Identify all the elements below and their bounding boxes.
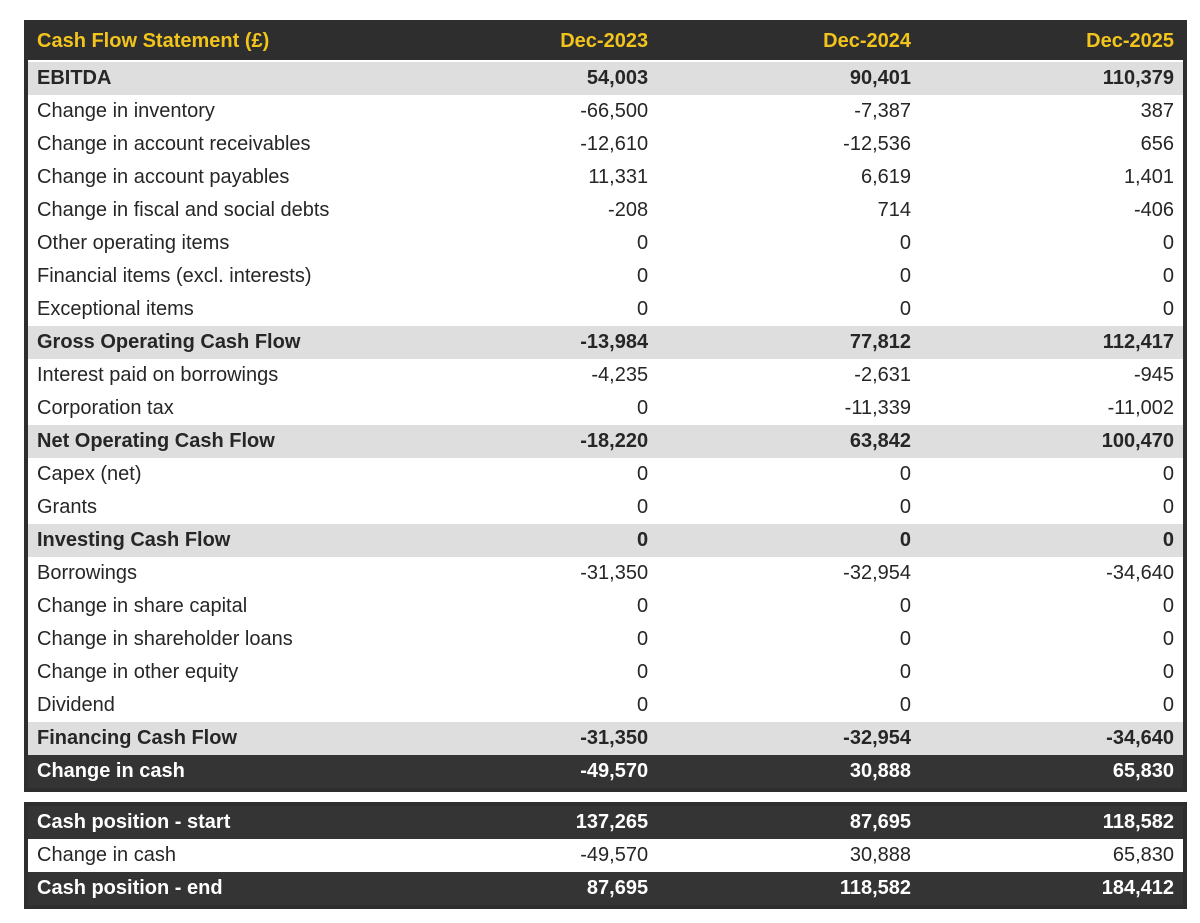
cell-dec-2024: 30,888 — [657, 755, 920, 788]
table-row — [28, 260, 1183, 293]
cell-dec-2024: 118,582 — [657, 872, 920, 905]
column-header-dec-2025: Dec-2025 — [920, 24, 1183, 61]
cell-dec-2023: 87,695 — [394, 872, 657, 905]
cell-dec-2023: -31,350 — [394, 722, 657, 755]
table-row — [28, 61, 1183, 95]
cell-dec-2023: 0 — [394, 293, 657, 326]
cell-dec-2024: 90,401 — [657, 61, 920, 95]
row-label: Cash position - end — [28, 872, 394, 905]
cell-dec-2025: 118,582 — [920, 806, 1183, 839]
cell-dec-2023: 0 — [394, 590, 657, 623]
row-label: Net Operating Cash Flow — [28, 425, 394, 458]
cell-dec-2025: 0 — [920, 293, 1183, 326]
cell-dec-2023: -31,350 — [394, 557, 657, 590]
cell-dec-2023: 0 — [394, 623, 657, 656]
cell-dec-2025: 0 — [920, 524, 1183, 557]
cell-dec-2023: 137,265 — [394, 806, 657, 839]
row-label: Change in account payables — [28, 161, 394, 194]
cell-dec-2023: -66,500 — [394, 95, 657, 128]
table-row — [28, 194, 1183, 227]
cell-dec-2023: 0 — [394, 524, 657, 557]
row-label: Gross Operating Cash Flow — [28, 326, 394, 359]
table-row — [28, 326, 1183, 359]
row-label: Change in cash — [28, 755, 394, 788]
section-divider — [24, 792, 1187, 802]
table-row — [28, 839, 1183, 872]
cell-dec-2023: 0 — [394, 458, 657, 491]
table-row — [28, 359, 1183, 392]
table-row — [28, 425, 1183, 458]
cell-dec-2024: 0 — [657, 656, 920, 689]
cell-dec-2023: -49,570 — [394, 755, 657, 788]
row-label: Other operating items — [28, 227, 394, 260]
column-header-dec-2024: Dec-2024 — [657, 24, 920, 61]
cell-dec-2025: 656 — [920, 128, 1183, 161]
cell-dec-2024: -32,954 — [657, 557, 920, 590]
row-label: Corporation tax — [28, 392, 394, 425]
row-label: Change in cash — [28, 839, 394, 872]
cell-dec-2024: 63,842 — [657, 425, 920, 458]
table-row — [28, 806, 1183, 839]
row-label: Financing Cash Flow — [28, 722, 394, 755]
cell-dec-2024: 87,695 — [657, 806, 920, 839]
row-label: Grants — [28, 491, 394, 524]
row-label: Investing Cash Flow — [28, 524, 394, 557]
cell-dec-2023: 0 — [394, 656, 657, 689]
cell-dec-2023: 11,331 — [394, 161, 657, 194]
row-label: Change in inventory — [28, 95, 394, 128]
main-table — [28, 24, 1183, 788]
cell-dec-2025: 0 — [920, 623, 1183, 656]
cell-dec-2025: -11,002 — [920, 392, 1183, 425]
row-label: Financial items (excl. interests) — [28, 260, 394, 293]
table-row — [28, 755, 1183, 788]
cell-dec-2025: 65,830 — [920, 839, 1183, 872]
cell-dec-2023: -49,570 — [394, 839, 657, 872]
cell-dec-2023: -13,984 — [394, 326, 657, 359]
cell-dec-2024: 0 — [657, 260, 920, 293]
cell-dec-2025: -34,640 — [920, 557, 1183, 590]
cell-dec-2023: -18,220 — [394, 425, 657, 458]
table-row — [28, 524, 1183, 557]
cell-dec-2025: 112,417 — [920, 326, 1183, 359]
table-row — [28, 623, 1183, 656]
table-row — [28, 491, 1183, 524]
row-label: Change in account receivables — [28, 128, 394, 161]
cell-dec-2025: 65,830 — [920, 755, 1183, 788]
cell-dec-2025: 0 — [920, 656, 1183, 689]
cell-dec-2024: 0 — [657, 491, 920, 524]
cell-dec-2025: -406 — [920, 194, 1183, 227]
cell-dec-2024: 0 — [657, 689, 920, 722]
row-label: Borrowings — [28, 557, 394, 590]
summary-table — [28, 806, 1183, 905]
cell-dec-2023: -12,610 — [394, 128, 657, 161]
table-row — [28, 128, 1183, 161]
table-row — [28, 227, 1183, 260]
cell-dec-2024: -12,536 — [657, 128, 920, 161]
row-label: Change in share capital — [28, 590, 394, 623]
cell-dec-2024: 6,619 — [657, 161, 920, 194]
cell-dec-2023: 0 — [394, 392, 657, 425]
cell-dec-2025: 184,412 — [920, 872, 1183, 905]
cell-dec-2024: 0 — [657, 524, 920, 557]
cell-dec-2025: 0 — [920, 491, 1183, 524]
cell-dec-2024: -11,339 — [657, 392, 920, 425]
row-label: Interest paid on borrowings — [28, 359, 394, 392]
table-row — [28, 722, 1183, 755]
row-label: Change in fiscal and social debts — [28, 194, 394, 227]
table-row — [28, 656, 1183, 689]
cell-dec-2025: 0 — [920, 227, 1183, 260]
table-row — [28, 458, 1183, 491]
row-label: Change in shareholder loans — [28, 623, 394, 656]
cell-dec-2025: 0 — [920, 590, 1183, 623]
cell-dec-2023: 0 — [394, 260, 657, 293]
cell-dec-2024: 0 — [657, 227, 920, 260]
row-label: Exceptional items — [28, 293, 394, 326]
cell-dec-2024: 77,812 — [657, 326, 920, 359]
cash-position-summary-table — [24, 802, 1187, 909]
cell-dec-2024: 0 — [657, 458, 920, 491]
row-label: Capex (net) — [28, 458, 394, 491]
cell-dec-2024: 0 — [657, 623, 920, 656]
cash-flow-statement-table — [24, 20, 1187, 792]
cell-dec-2025: -34,640 — [920, 722, 1183, 755]
table-row — [28, 557, 1183, 590]
cell-dec-2025: 387 — [920, 95, 1183, 128]
table-row — [28, 872, 1183, 905]
table-title: Cash Flow Statement (£) — [28, 24, 394, 61]
cell-dec-2024: -32,954 — [657, 722, 920, 755]
cell-dec-2024: 714 — [657, 194, 920, 227]
cell-dec-2023: 0 — [394, 689, 657, 722]
cell-dec-2025: 110,379 — [920, 61, 1183, 95]
cell-dec-2025: 0 — [920, 458, 1183, 491]
cell-dec-2025: 100,470 — [920, 425, 1183, 458]
cell-dec-2025: 0 — [920, 260, 1183, 293]
table-row — [28, 293, 1183, 326]
cell-dec-2023: -208 — [394, 194, 657, 227]
cell-dec-2024: 0 — [657, 293, 920, 326]
table-row — [28, 392, 1183, 425]
cell-dec-2024: -2,631 — [657, 359, 920, 392]
cell-dec-2025: 0 — [920, 689, 1183, 722]
row-label: EBITDA — [28, 61, 394, 95]
cell-dec-2023: 0 — [394, 227, 657, 260]
table-header-row — [28, 24, 1183, 61]
table-row — [28, 590, 1183, 623]
row-label: Change in other equity — [28, 656, 394, 689]
row-label: Dividend — [28, 689, 394, 722]
cell-dec-2025: -945 — [920, 359, 1183, 392]
cell-dec-2023: -4,235 — [394, 359, 657, 392]
cell-dec-2024: 30,888 — [657, 839, 920, 872]
cell-dec-2023: 0 — [394, 491, 657, 524]
table-row — [28, 689, 1183, 722]
table-row — [28, 95, 1183, 128]
cell-dec-2024: -7,387 — [657, 95, 920, 128]
cell-dec-2024: 0 — [657, 590, 920, 623]
table-row — [28, 161, 1183, 194]
cell-dec-2025: 1,401 — [920, 161, 1183, 194]
column-header-dec-2023: Dec-2023 — [394, 24, 657, 61]
row-label: Cash position - start — [28, 806, 394, 839]
cell-dec-2023: 54,003 — [394, 61, 657, 95]
